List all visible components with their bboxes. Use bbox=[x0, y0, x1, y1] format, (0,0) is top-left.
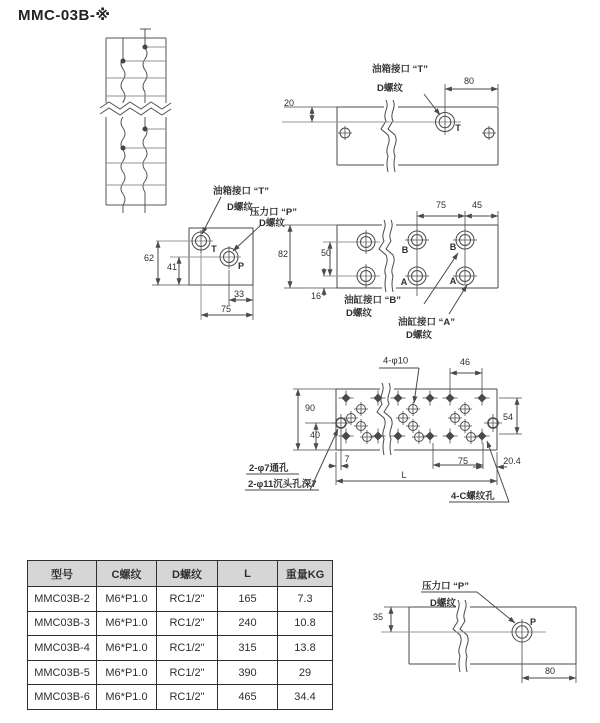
label-2-phi11-counterbore: 2-φ11沉头孔深7 bbox=[248, 479, 317, 490]
label-4-c-thread-holes: 4-C螺纹孔 bbox=[451, 491, 495, 502]
dim-75: 75 bbox=[435, 200, 447, 210]
drawing-top-view bbox=[152, 197, 261, 320]
dim-40: 40 bbox=[309, 430, 321, 440]
dim-33: 33 bbox=[233, 289, 245, 299]
label-4-phi10-holes: 4-φ10 bbox=[383, 355, 409, 367]
dim-l: L bbox=[401, 470, 407, 480]
cell-c-thread: M6*P1.0 bbox=[97, 660, 157, 685]
label-cylinder-port-b: 油缸接口 “B” bbox=[344, 295, 402, 306]
cell-d-thread: RC1/2" bbox=[157, 611, 218, 636]
label-pressure-port-p: 压力口 “P” bbox=[250, 207, 297, 218]
col-header-weight: 重量KG bbox=[278, 561, 333, 587]
cell-model: MMC03B-6 bbox=[28, 685, 97, 710]
dim-46: 46 bbox=[459, 357, 471, 367]
spec-table bbox=[27, 560, 333, 710]
cell-l: 315 bbox=[218, 636, 278, 661]
dim-7: 7 bbox=[344, 454, 350, 464]
port-letter-p: P bbox=[237, 261, 245, 271]
dim-54: 54 bbox=[502, 412, 514, 422]
label-d-thread: D螺纹 bbox=[430, 598, 456, 609]
cell-model: MMC03B-5 bbox=[28, 660, 97, 685]
label-2-phi7-through-holes: 2-φ7通孔 bbox=[249, 463, 289, 474]
table-row bbox=[28, 636, 333, 661]
drawing-t-port-side bbox=[282, 84, 498, 172]
dim-62: 62 bbox=[143, 253, 155, 263]
col-header-l: L bbox=[218, 561, 278, 587]
cell-weight: 29 bbox=[278, 660, 333, 685]
cell-weight: 13.8 bbox=[278, 636, 333, 661]
dim-16: 16 bbox=[310, 291, 322, 301]
label-d-thread: D螺纹 bbox=[259, 218, 285, 229]
cell-model: MMC03B-2 bbox=[28, 587, 97, 612]
dim-20-4: 20.4 bbox=[503, 456, 521, 466]
cell-weight: 34.4 bbox=[278, 685, 333, 710]
cell-c-thread: M6*P1.0 bbox=[97, 685, 157, 710]
port-letter-a: A bbox=[449, 276, 457, 286]
cell-d-thread: RC1/2" bbox=[157, 587, 218, 612]
label-pressure-port-p: 压力口 “P” bbox=[422, 581, 469, 592]
col-header-model: 型号 bbox=[28, 561, 97, 587]
cell-l: 240 bbox=[218, 611, 278, 636]
dim-45: 45 bbox=[471, 200, 483, 210]
cell-d-thread: RC1/2" bbox=[157, 660, 218, 685]
port-letter-p: P bbox=[529, 617, 537, 627]
cell-c-thread: M6*P1.0 bbox=[97, 587, 157, 612]
cell-weight: 7.3 bbox=[278, 587, 333, 612]
dim-35: 35 bbox=[372, 612, 384, 622]
port-letter-t: T bbox=[455, 123, 461, 133]
cell-d-thread: RC1/2" bbox=[157, 685, 218, 710]
label-d-thread: D螺纹 bbox=[406, 330, 432, 341]
cell-d-thread: RC1/2" bbox=[157, 636, 218, 661]
hydraulic-symbol bbox=[100, 29, 171, 213]
label-cylinder-port-a: 油缸接口 “A” bbox=[398, 317, 456, 328]
cell-l: 390 bbox=[218, 660, 278, 685]
dim-80: 80 bbox=[463, 76, 475, 86]
dim-80: 80 bbox=[544, 666, 556, 676]
dim-82: 82 bbox=[277, 249, 289, 259]
cell-l: 165 bbox=[218, 587, 278, 612]
dim-75: 75 bbox=[457, 456, 469, 466]
port-letter-b: B bbox=[449, 242, 457, 252]
table-row bbox=[28, 660, 333, 685]
tank-symbol bbox=[140, 29, 151, 38]
label-tank-port-t: 油箱接口 “T” bbox=[213, 186, 269, 197]
col-header-d-thread: D螺纹 bbox=[157, 561, 218, 587]
port-letter-t: T bbox=[211, 244, 217, 254]
cell-weight: 10.8 bbox=[278, 611, 333, 636]
table-row bbox=[28, 611, 333, 636]
port-letter-a: A bbox=[400, 277, 408, 287]
cell-l: 465 bbox=[218, 685, 278, 710]
cell-c-thread: M6*P1.0 bbox=[97, 611, 157, 636]
port-letter-b: B bbox=[401, 245, 409, 255]
label-d-thread: D螺纹 bbox=[346, 308, 372, 319]
dim-20: 20 bbox=[283, 98, 295, 108]
table-row bbox=[28, 685, 333, 710]
dim-75: 75 bbox=[220, 304, 232, 314]
dim-50: 50 bbox=[320, 248, 332, 258]
label-tank-port-t: 油箱接口 “T” bbox=[372, 64, 428, 75]
col-header-c-thread: C螺纹 bbox=[97, 561, 157, 587]
table-row bbox=[28, 587, 333, 612]
spec-table-header-row bbox=[28, 561, 333, 587]
cell-model: MMC03B-3 bbox=[28, 611, 97, 636]
cell-c-thread: M6*P1.0 bbox=[97, 636, 157, 661]
dim-90: 90 bbox=[304, 403, 316, 413]
label-d-thread: D螺纹 bbox=[377, 83, 403, 94]
dim-41: 41 bbox=[166, 262, 178, 272]
page-title: MMC-03B-※ bbox=[18, 7, 111, 24]
cell-model: MMC03B-4 bbox=[28, 636, 97, 661]
label-d-thread: D螺纹 bbox=[227, 202, 253, 213]
